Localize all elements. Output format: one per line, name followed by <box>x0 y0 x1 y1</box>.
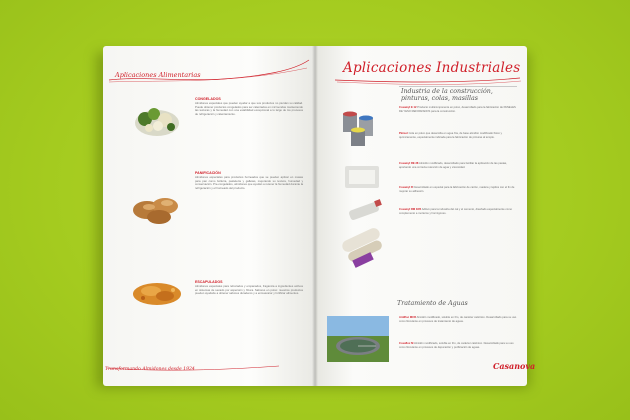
paint-buckets-image <box>343 112 373 147</box>
footer-swirl <box>103 346 315 386</box>
rolls-image <box>340 226 383 268</box>
bread-image <box>129 188 185 228</box>
industry-title: Industria de la construcción, pinturas, colas, masillas <box>401 88 493 102</box>
water-item-1-name: Aridfloc MCR <box>399 316 417 319</box>
industry-item-2 <box>399 132 517 139</box>
book-spine <box>312 46 318 386</box>
water-item-2-name: Cosafloc M <box>399 342 414 345</box>
industry-item-2-body: Cola en polvo que desarrolla en agua fría, de base almidón modificado físico y químicamente, especialmente indicada para la fabricación de pinturas al temple. <box>399 132 502 139</box>
industry-item-1-body: Producto multicomponente en polvo, desarrollado para la fabricación de PANELES DE YESO REFORZADOS para la construcción. <box>399 106 516 113</box>
industry-item-1-name: Cosamyl E 12 <box>399 106 417 109</box>
industry-item-4-name: Cosamyl R <box>399 186 413 189</box>
water-item-2 <box>399 342 517 349</box>
left-page-header: Aplicaciones Alimentarias <box>115 71 201 79</box>
vegetables-image <box>131 101 183 141</box>
footer-tagline: Transformando Almidones desde 1924 <box>105 367 195 372</box>
industry-images <box>335 106 391 282</box>
industry-item-3-name: Cosamyl RE 38 <box>399 162 419 165</box>
industry-item-4 <box>399 186 517 193</box>
section-title-congelados: CONGELADOS <box>195 97 221 101</box>
left-page <box>103 46 315 386</box>
industry-rule <box>399 86 517 87</box>
brand-logo: Casanova <box>493 361 536 371</box>
industry-item-2-name: Pinisol <box>399 132 408 135</box>
water-item-1-body: Almidón modificado, soluble en frío, de carácter catiónico. Desarrollado para su uso como floculante en procesos de tratamiento de aguas. <box>399 316 517 323</box>
glue-tube-image <box>348 199 382 221</box>
spice-image <box>129 276 185 310</box>
right-page-header: Aplicaciones Industriales <box>343 60 521 76</box>
section-title-panificacion: PANIFICACIÓN <box>195 171 221 175</box>
right-page <box>315 46 536 386</box>
industry-item-3 <box>399 162 517 169</box>
water-treatment-image <box>327 316 389 362</box>
water-item-1 <box>399 316 517 323</box>
industry-item-5 <box>399 208 517 215</box>
industry-item-5-body: Aditivo para la industria del cal y el cemento, diseñado especialmente como complemento a morteros y hormigones. <box>399 208 512 215</box>
industry-item-1 <box>399 106 517 113</box>
water-item-2-body: Almidón modificado, soluble en frío, de carácter catiónico. Desarrollado para su uso como floculante en procesos de depuración y purificación de aguas. <box>399 342 514 349</box>
water-title: Tratamiento de Aguas <box>397 300 468 307</box>
section-body-panificacion: Almidones especiales para productos horneados que se pueden aplicar en masas para pan como bollería, pastelería y galletas, mejorando su textura, humedad y conservación. Pre-congelados, almidones que ayudan a retener la humedad durante la refrigeración y el horneado del producto. <box>195 175 303 191</box>
section-body-escapulados: Almidones especiales para rebozados y empanados, fragancia a ingredientes activos en sistemas de secado por aspersión y fritura. Sabores en polvo: nuestros productos pueden ayudarle a obtener sabores duraderos y a enmascarar y fortificar alimentos. <box>195 284 303 296</box>
section-body-congelados: Almidones especiales que pueden ayudar a que sus productos no pierdan su calidad. Puede obtener productos congelados para ser calentados en microondas manteniendo las texturas y la humedad con una estabilidad excepcional a lo largo de los procesos de refrigeración y calentamiento. <box>195 101 303 117</box>
industry-item-4-body: Desarrollado en especial para la fabricación de cartón, madera y tejidos con el fin de mejorar su adhesión. <box>399 186 515 193</box>
industry-item-5-name: Cosamyl RM 03/5 <box>399 208 422 211</box>
industry-item-3-body: Almidón modificado, desarrollado para facilitar la aplicación de las pastas, aportando una correcta retención de agua y viscosidad. <box>399 162 508 169</box>
section-title-escapulados: ESCAPULADOS <box>195 280 223 284</box>
plaster-bag-image <box>345 166 379 188</box>
